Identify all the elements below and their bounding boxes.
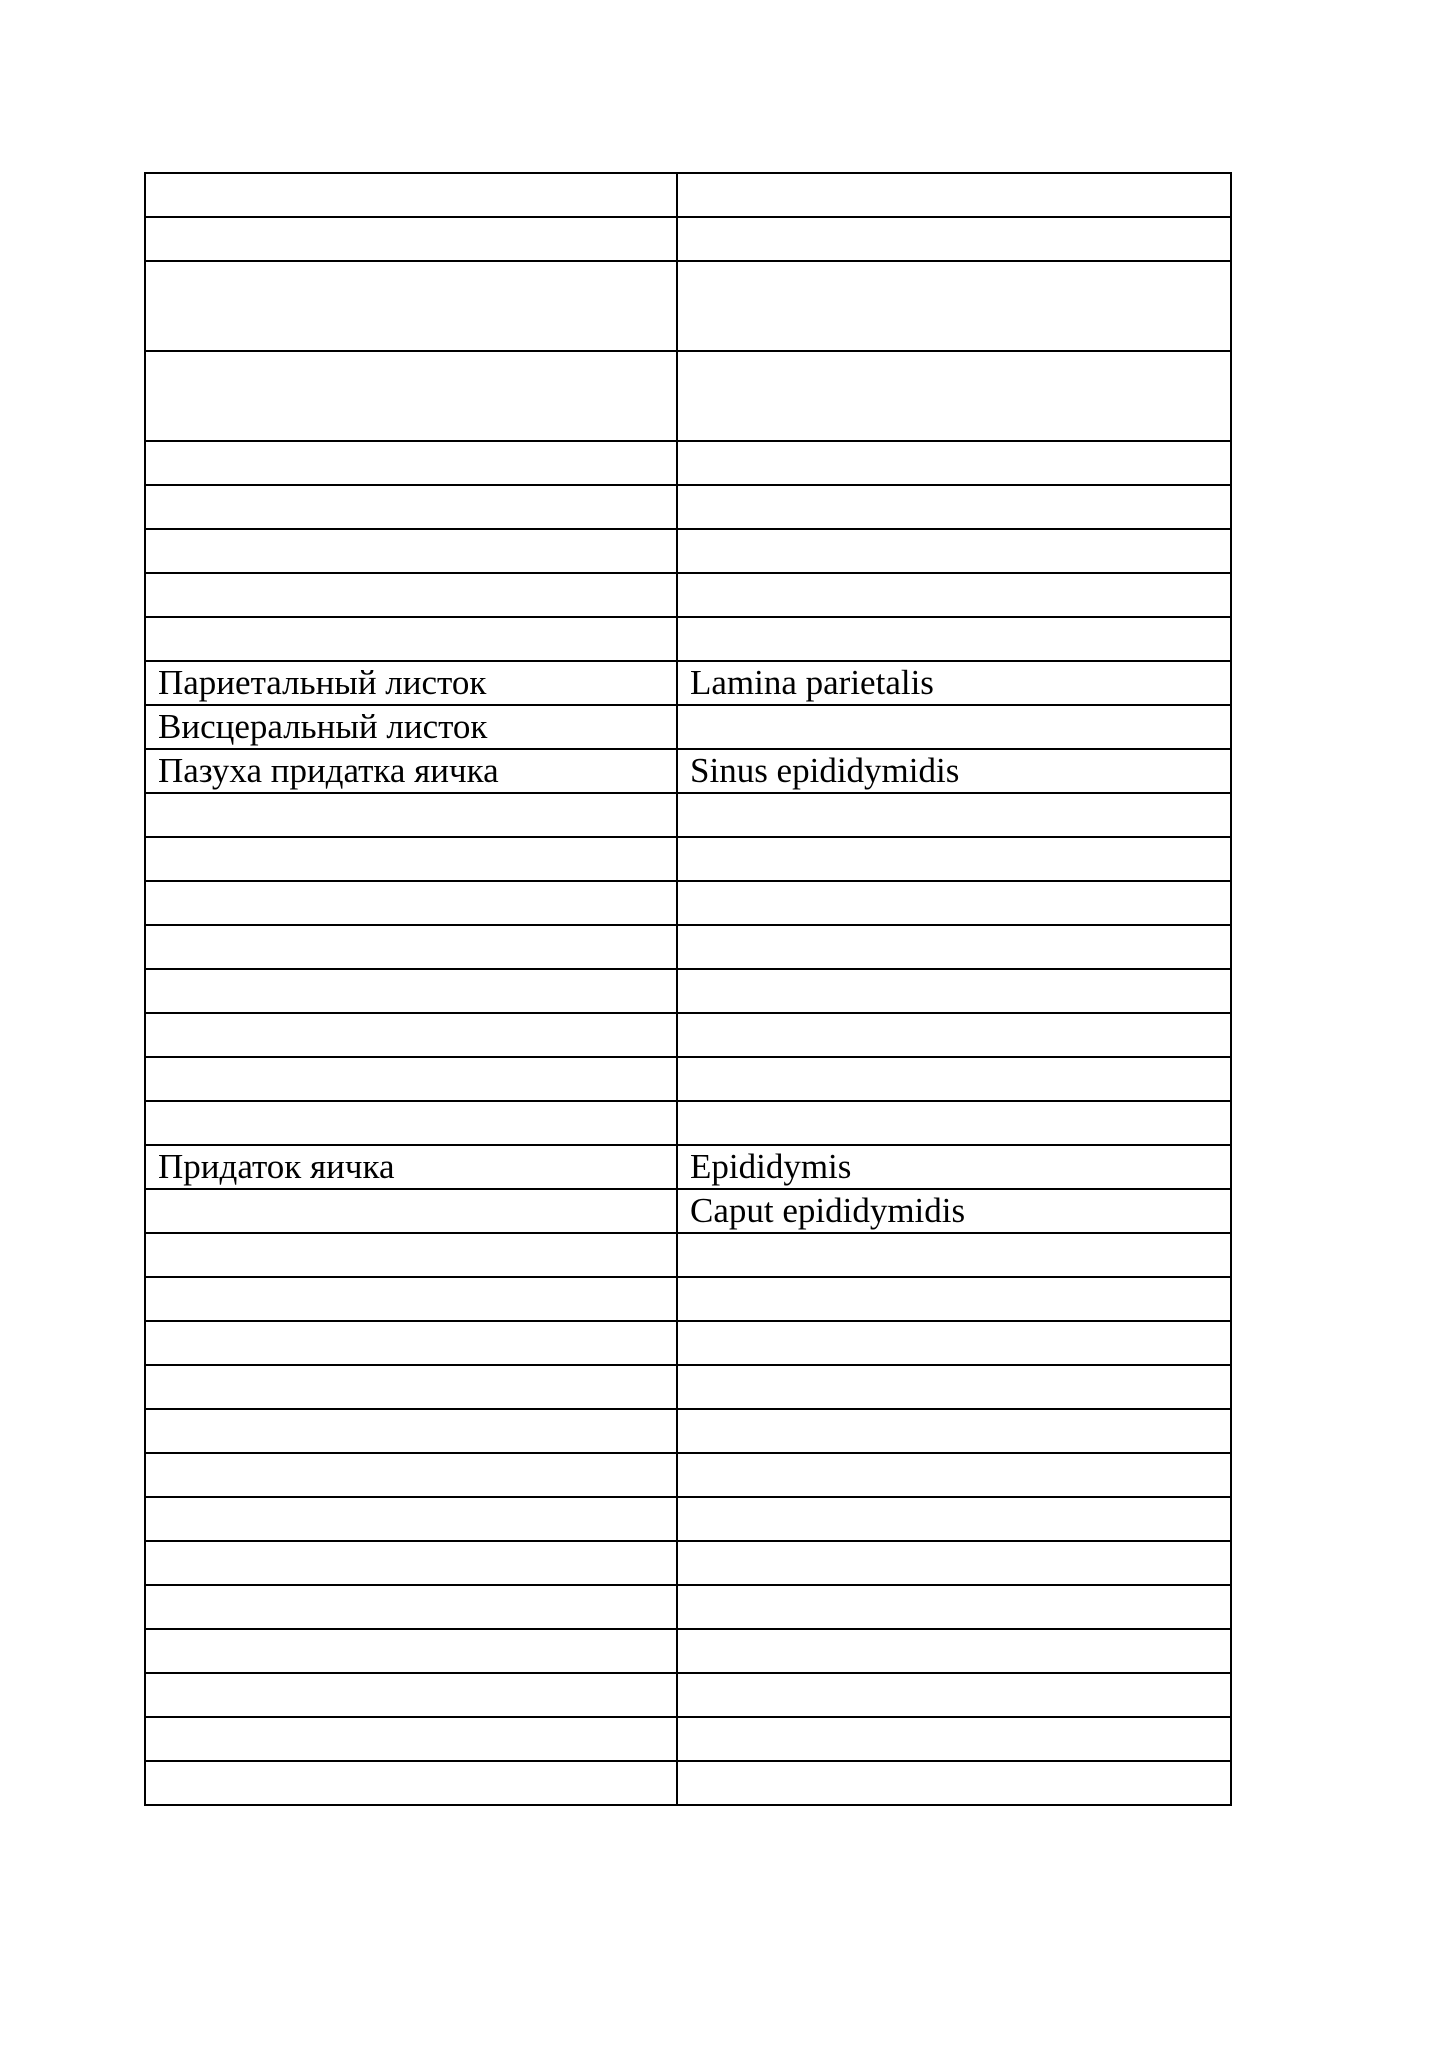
russian-term-cell <box>145 1365 677 1409</box>
russian-term-cell <box>145 1541 677 1585</box>
latin-term-cell <box>677 1057 1231 1101</box>
latin-term-cell: Sinus epididymidis <box>677 749 1231 793</box>
russian-term-cell <box>145 881 677 925</box>
table-row <box>145 925 1231 969</box>
latin-term-cell <box>677 1277 1231 1321</box>
latin-term-cell <box>677 1497 1231 1541</box>
russian-term-cell <box>145 1629 677 1673</box>
table-row <box>145 1673 1231 1717</box>
latin-term-cell <box>677 1541 1231 1585</box>
terms-table-body <box>145 173 1231 1805</box>
russian-term-cell <box>145 1101 677 1145</box>
table-row <box>145 1321 1231 1365</box>
latin-term-cell <box>677 837 1231 881</box>
table-row <box>145 1277 1231 1321</box>
table-row <box>145 969 1231 1013</box>
russian-term-cell <box>145 529 677 573</box>
russian-term-cell <box>145 1189 677 1233</box>
latin-term-cell <box>677 261 1231 351</box>
latin-term-cell <box>677 1365 1231 1409</box>
table-row <box>145 617 1231 661</box>
russian-term-cell <box>145 573 677 617</box>
russian-term-cell <box>145 1497 677 1541</box>
latin-term-cell <box>677 925 1231 969</box>
table-row <box>145 173 1231 217</box>
russian-term-cell <box>145 969 677 1013</box>
russian-term-cell <box>145 1585 677 1629</box>
table-row <box>145 351 1231 441</box>
russian-term-cell <box>145 441 677 485</box>
russian-term-cell <box>145 1321 677 1365</box>
russian-term-cell: Пазуха придатка яичка <box>145 749 677 793</box>
russian-term-cell <box>145 261 677 351</box>
russian-term-cell: Висцеральный листок <box>145 705 677 749</box>
table-row <box>145 1585 1231 1629</box>
russian-term-cell <box>145 617 677 661</box>
latin-term-cell <box>677 1409 1231 1453</box>
table-row <box>145 837 1231 881</box>
latin-term-cell <box>677 485 1231 529</box>
table-row <box>145 441 1231 485</box>
latin-term-cell <box>677 217 1231 261</box>
latin-term-cell <box>677 1673 1231 1717</box>
latin-term-cell <box>677 573 1231 617</box>
table-row <box>145 1013 1231 1057</box>
russian-term-cell <box>145 217 677 261</box>
russian-term-cell <box>145 1409 677 1453</box>
table-row <box>145 1233 1231 1277</box>
russian-term-cell <box>145 837 677 881</box>
latin-term-cell: Lamina parietalis <box>677 661 1231 705</box>
latin-term-cell <box>677 1761 1231 1805</box>
table-row <box>145 1365 1231 1409</box>
latin-term-cell <box>677 529 1231 573</box>
latin-term-cell <box>677 705 1231 749</box>
table-row <box>145 1761 1231 1805</box>
russian-term-cell <box>145 1057 677 1101</box>
russian-term-cell: Париетальный листок <box>145 661 677 705</box>
table-row <box>145 1409 1231 1453</box>
russian-term-cell <box>145 1717 677 1761</box>
latin-term-cell <box>677 351 1231 441</box>
latin-term-cell <box>677 1101 1231 1145</box>
russian-term-cell: Придаток яичка <box>145 1145 677 1189</box>
table-row <box>145 1453 1231 1497</box>
table-row <box>145 485 1231 529</box>
russian-term-cell <box>145 925 677 969</box>
latin-term-cell <box>677 969 1231 1013</box>
latin-term-cell <box>677 1321 1231 1365</box>
russian-term-cell <box>145 1277 677 1321</box>
table-row <box>145 1145 1231 1189</box>
latin-term-cell: Epididymis <box>677 1145 1231 1189</box>
latin-term-cell: Caput epididymidis <box>677 1189 1231 1233</box>
document-page <box>144 172 1230 1806</box>
table-row <box>145 217 1231 261</box>
latin-term-cell <box>677 793 1231 837</box>
latin-term-cell <box>677 173 1231 217</box>
table-row <box>145 1101 1231 1145</box>
table-row <box>145 1629 1231 1673</box>
terms-table <box>144 172 1232 1806</box>
latin-term-cell <box>677 1585 1231 1629</box>
latin-term-cell <box>677 1233 1231 1277</box>
table-row <box>145 261 1231 351</box>
table-row <box>145 573 1231 617</box>
latin-term-cell <box>677 1717 1231 1761</box>
russian-term-cell <box>145 1453 677 1497</box>
latin-term-cell <box>677 1629 1231 1673</box>
russian-term-cell <box>145 1761 677 1805</box>
russian-term-cell <box>145 793 677 837</box>
table-row <box>145 1189 1231 1233</box>
russian-term-cell <box>145 485 677 529</box>
latin-term-cell <box>677 617 1231 661</box>
table-row <box>145 705 1231 749</box>
table-row <box>145 881 1231 925</box>
table-row <box>145 749 1231 793</box>
latin-term-cell <box>677 441 1231 485</box>
russian-term-cell <box>145 1673 677 1717</box>
table-row <box>145 661 1231 705</box>
table-row <box>145 793 1231 837</box>
latin-term-cell <box>677 1013 1231 1057</box>
russian-term-cell <box>145 1013 677 1057</box>
table-row <box>145 1541 1231 1585</box>
table-row <box>145 529 1231 573</box>
table-row <box>145 1497 1231 1541</box>
russian-term-cell <box>145 351 677 441</box>
russian-term-cell <box>145 1233 677 1277</box>
table-row <box>145 1717 1231 1761</box>
latin-term-cell <box>677 881 1231 925</box>
latin-term-cell <box>677 1453 1231 1497</box>
table-row <box>145 1057 1231 1101</box>
russian-term-cell <box>145 173 677 217</box>
